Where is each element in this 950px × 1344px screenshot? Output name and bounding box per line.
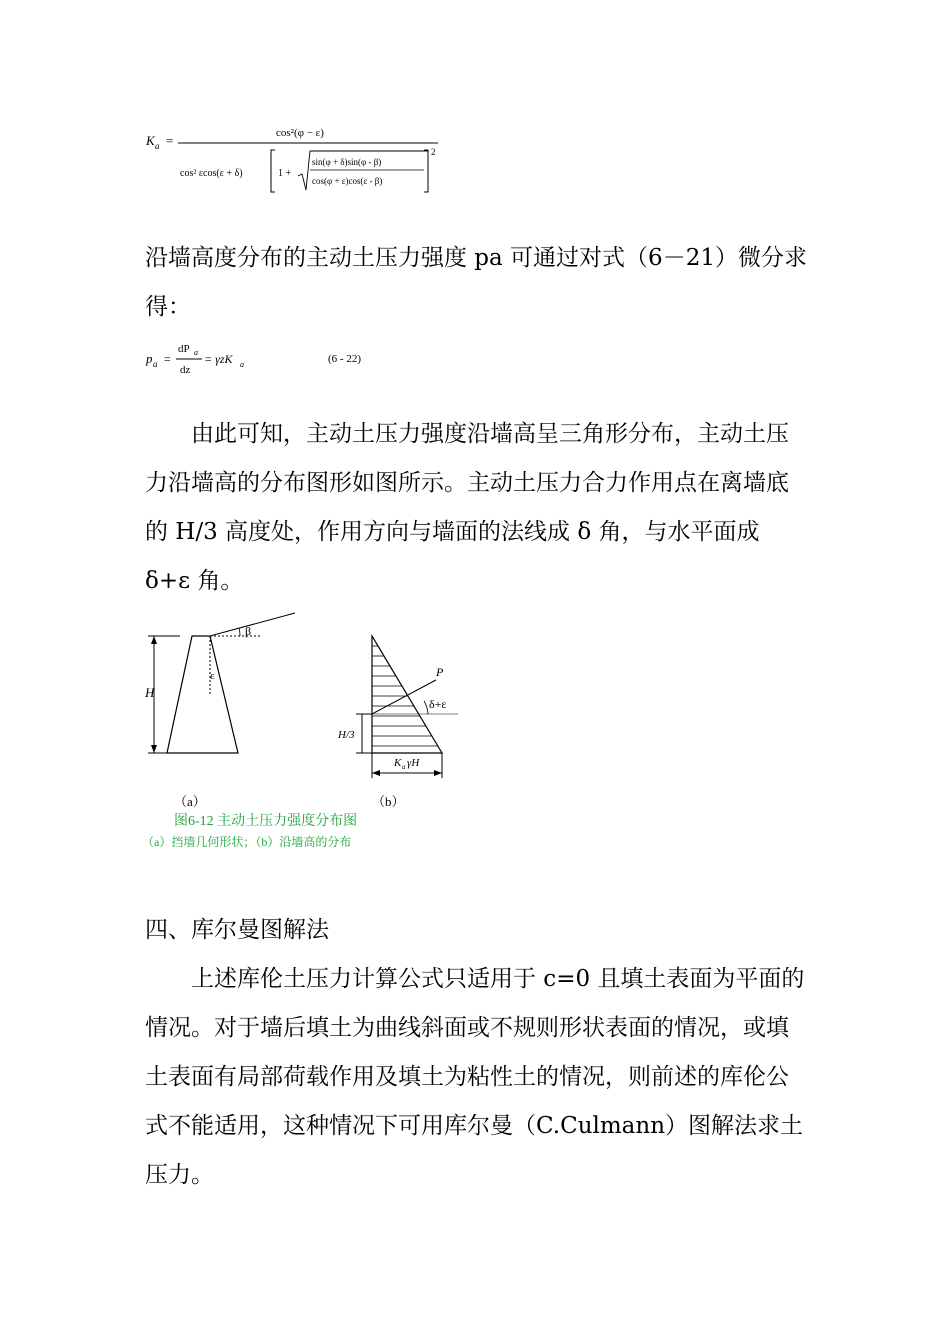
ka-one-plus: 1 + [278,168,292,179]
formula-ka-graphic [140,118,460,198]
label-Ka: K [394,757,402,769]
backfill-surface-line [210,613,295,636]
label-Ka-sub: a [402,763,406,771]
figure-graphic [140,606,470,856]
label-sub-a: （a） [174,794,206,809]
pa-equals: = [164,352,171,366]
ka-den-prefix: cos² εcos(ε + δ) [180,168,243,179]
base-arrow-right [434,770,442,776]
label-sub-b: （b） [372,794,405,809]
figure-caption: 图6-12 主动土压力强度分布图 [174,814,358,829]
ka-sqrt-num: sin(φ + δ)sin(φ - β) [312,157,382,167]
formula-pa [140,336,380,382]
figure-subcaption: （a）挡墙几何形状；（b）沿墙高的分布 [142,835,352,849]
pa-rhs: = γzK [204,352,233,366]
label-beta: β [245,624,252,638]
label-gammaH: γH [407,757,420,769]
ka-bracket-right [424,150,428,192]
ka-lhs-sub: a [155,141,160,151]
formula-pa-graphic [140,336,380,382]
label-epsilon: ε [210,670,215,682]
pa-frac-den: dz [180,364,191,376]
height-arrow-top [151,636,157,644]
resultant-force-line [372,680,436,714]
pa-lhs-sub: a [153,359,158,369]
ka-sqrt-den: cos(φ + ε)cos(ε - β) [312,176,383,186]
label-H3: H/3 [338,729,355,741]
label-H: H [145,685,155,700]
pa-rhs-sub: a [240,360,244,369]
ka-lhs: K [146,133,155,148]
label-delta-epsilon: δ+ε [429,697,447,711]
beta-arc [239,628,240,636]
ka-numerator: cos²(φ − ε) [276,127,324,139]
pressure-triangle [372,636,442,753]
paragraph-pa-intro: 沿墙高度分布的主动土压力强度 pa 可通过对式（6－21）微分求得： [145,245,807,320]
pa-eq-number: (6 - 22) [328,353,361,365]
base-arrow-left [372,770,380,776]
pa-frac-num: dP [178,343,190,355]
angle-arc [424,701,428,714]
height-arrow-bottom [151,745,157,753]
paragraph-distribution: 由此可知，主动土压力强度沿墙高呈三角形分布，主动土压力沿墙高的分布图形如图所示。主动土压力合力作用点在离墙底的 H/3 高度处，作用方向与墙面的法线成 δ 角，与水平面成 δ+ε 角。 [145,421,789,594]
paragraph-culmann: 上述库伦土压力计算公式只适用于 c=0 且填土表面为平面的情况。对于墙后填土为曲线斜面或不规则形状表面的情况，或填土表面有局部荷载作用及填土为粘性土的情况，则前述的库伦公式不能适用，这种情况下可用库尔曼（C.Culmann）图解法求土压力。 [145,966,805,1188]
label-P: P [436,665,444,679]
ka-power: 2 [431,147,436,157]
formula-ka [140,118,460,198]
retaining-wall-outline [167,636,238,753]
ka-equals: = [166,133,174,148]
section-heading: 四、库尔曼图解法 [145,917,329,943]
pa-lhs: p [146,351,153,366]
ka-bracket-left [271,150,275,192]
figure-6-12 [140,606,470,856]
pa-frac-num-sub: a [194,348,198,357]
